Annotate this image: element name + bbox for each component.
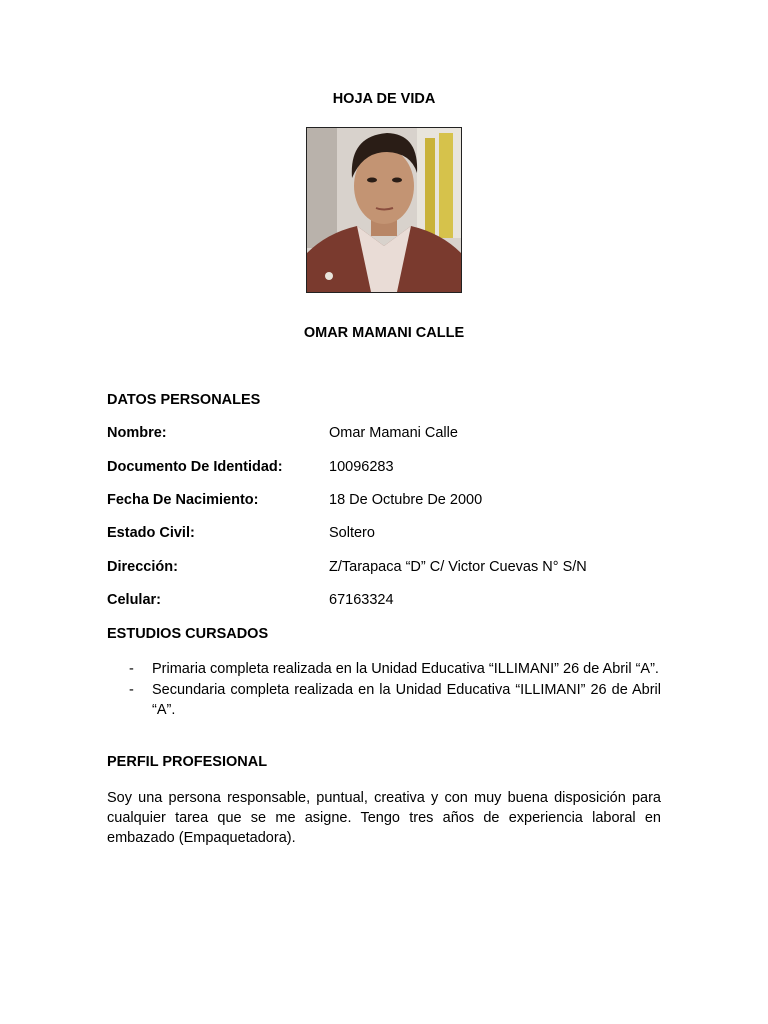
bullet-dash: - <box>129 682 134 698</box>
profile-text: Soy una persona responsable, puntual, creativa y con muy buena disposición para cualquier tarea que se me asigne. Tengo tres años de experiencia laboral en embazado (Empaquetadora). <box>107 790 661 846</box>
field-row-name <box>107 425 661 445</box>
profile-heading: PERFIL PROFESIONAL <box>107 754 268 770</box>
field-row-birth-date <box>107 492 661 512</box>
field-label: Celular: <box>107 592 161 608</box>
bullet-dash: - <box>129 661 134 677</box>
document-title: HOJA DE VIDA <box>332 91 436 107</box>
field-value: Z/Tarapaca “D” C/ Victor Cuevas N° S/N <box>329 559 587 575</box>
studies-heading: ESTUDIOS CURSADOS <box>107 626 269 642</box>
field-label: Estado Civil: <box>107 525 195 541</box>
personal-data-heading: DATOS PERSONALES <box>107 392 261 408</box>
study-item-text: Primaria completa realizada en la Unidad Educativa “ILLIMANI” 26 de Abril “A”. <box>152 661 659 677</box>
field-value: Omar Mamani Calle <box>329 425 458 441</box>
field-row-address <box>107 559 661 579</box>
field-value: 10096283 <box>329 459 394 475</box>
field-value: Soltero <box>329 525 375 541</box>
field-value: 18 De Octubre De 2000 <box>329 492 483 508</box>
field-row-civil-status <box>107 525 661 545</box>
field-label: Fecha De Nacimiento: <box>107 492 259 508</box>
study-item-text: Secundaria completa realizada en la Unidad Educativa “ILLIMANI” 26 de Abril “A”. <box>152 682 661 718</box>
profile-photo <box>306 127 462 293</box>
field-value: 67163324 <box>329 592 394 608</box>
full-name: OMAR MAMANI CALLE <box>303 325 465 341</box>
list-item <box>107 659 661 679</box>
field-label: Nombre: <box>107 425 167 441</box>
list-item <box>107 680 661 720</box>
field-row-phone <box>107 592 661 612</box>
field-row-id-document <box>107 459 661 479</box>
studies-list <box>107 659 661 721</box>
field-label: Documento De Identidad: <box>107 459 283 475</box>
field-label: Dirección: <box>107 559 178 575</box>
